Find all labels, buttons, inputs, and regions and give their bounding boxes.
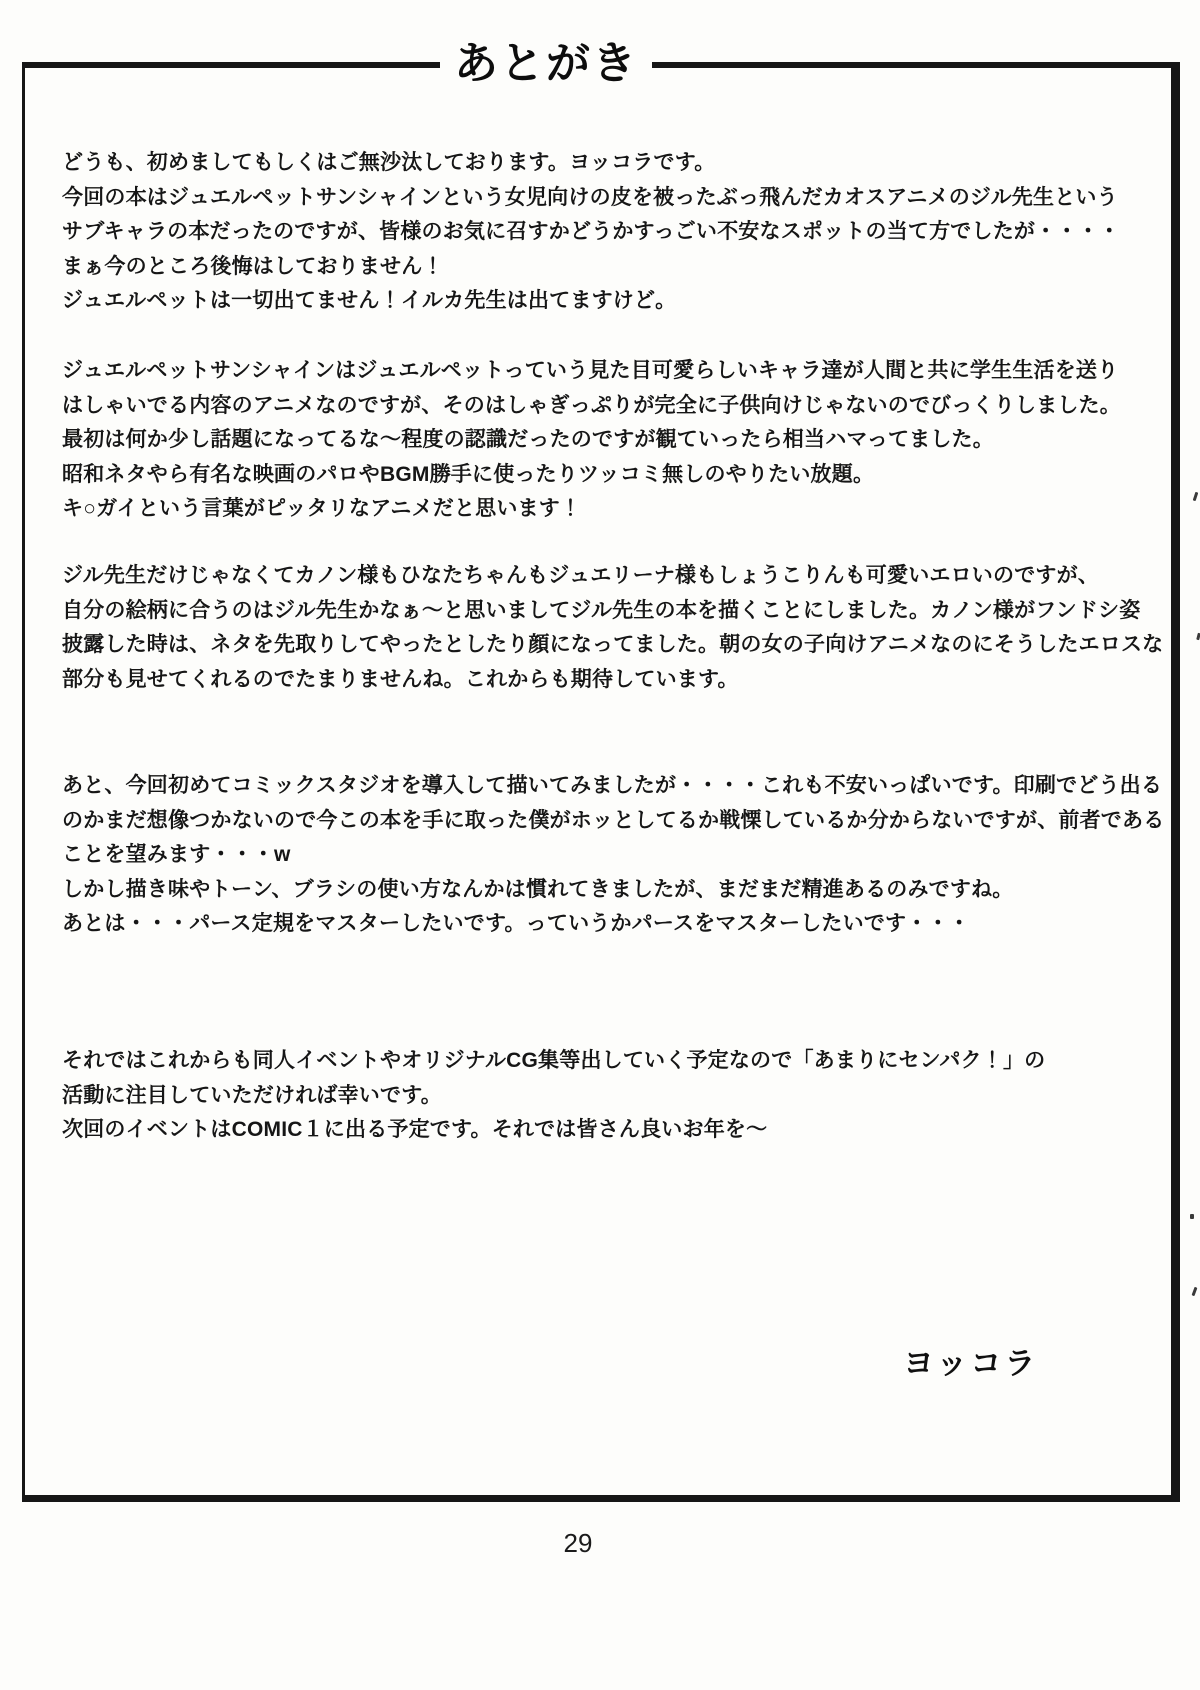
text-line: ジュエルペットは一切出てません！イルカ先生は出てますけど。 (62, 289, 677, 312)
text-line: ことを望みます・・・w (62, 843, 291, 866)
text-line: 披露した時は、ネタを先取りしてやったとしたり顔になってました。朝の女の子向けアニメなのにそうしたエロスな (62, 633, 1164, 656)
text-line: はしゃいでる内容のアニメなのですが、そのはしゃぎっぷりが完全に子供向けじゃないのでびっくりしました。 (62, 393, 1121, 417)
text-line: 最初は何か少し話題になってるな〜程度の認識だったのですが観ていったら相当ハマってました。 (62, 428, 994, 451)
text-line: 部分も見せてくれるのでたまりませんね。これからも期待しています。 (62, 667, 739, 691)
afterword-title: あとがき (440, 34, 652, 94)
text-line: あとは・・・パース定規をマスターしたいです。っていうかパースをマスターしたいです・・・ (62, 912, 970, 935)
scan-speck (1192, 1287, 1198, 1296)
page-number: 29 (563, 1528, 593, 1558)
text-line: それではこれからも同人イベントやオリジナルCG集等出していく予定なので「あまりにセンパク！」の (62, 1049, 1046, 1072)
text-line: 次回のイベントはCOMIC１に出る予定です。それでは皆さん良いお年を〜 (62, 1118, 768, 1141)
text-line: のかまだ想像つかないので今この本を手に取った僕がホッとしてるか戦慄しているか分からないですが、前者である (62, 808, 1165, 832)
text-line: 昭和ネタやら有名な映画のパロやBGM勝手に使ったりツッコミ無しのやりたい放題。 (62, 462, 875, 486)
text-line: キ○ガイという言葉がピッタリなアニメだと思います！ (62, 497, 582, 520)
scan-speck (1193, 492, 1199, 501)
text-line: サブキャラの本だったのですが、皆様のお気に召すかどうかすっごい不安なスポットの当て方でしたが・・・・ (62, 220, 1120, 243)
text-line: ジル先生だけじゃなくてカノン様もひなたちゃんもジュエリーナ様もしょうこりんも可愛いエロいのですが、 (62, 564, 1100, 587)
paragraph-about-anime (62, 354, 1121, 527)
text-line: 活動に注目していただければ幸いです。 (62, 1083, 442, 1107)
scan-speck (1190, 1214, 1194, 1219)
paragraph-intro (62, 146, 1120, 319)
author-signature: ヨッコラ (903, 1346, 1039, 1381)
paragraph-closing (62, 1044, 1092, 1148)
scan-speck (1196, 633, 1200, 641)
paragraph-characters (62, 559, 1164, 697)
text-line: 今回の本はジュエルペットサンシャインという女児向けの皮を被ったぶっ飛んだカオスアニメのジル先生という (62, 185, 1118, 209)
text-line: 自分の絵柄に合うのはジル先生かなぁ〜と思いましてジル先生の本を描くことにしました。カノン様がフンドシ姿 (62, 598, 1141, 622)
text-line: しかし描き味やトーン、ブラシの使い方なんかは慣れてきましたが、まだまだ精進あるのみですね。 (62, 877, 1014, 901)
paragraph-comicstudio (62, 769, 1165, 942)
text-line: どうも、初めましてもしくはご無沙汰しております。ヨッコラです。 (62, 151, 716, 174)
text-line: まぁ今のところ後悔はしておりません！ (62, 254, 444, 278)
text-line: ジュエルペットサンシャインはジュエルペットっていう見た目可愛らしいキャラ達が人間と共に学生生活を送り (62, 359, 1119, 382)
text-line: あと、今回初めてコミックスタジオを導入して描いてみましたが・・・・これも不安いっぱいです。印刷でどう出る (62, 774, 1163, 797)
